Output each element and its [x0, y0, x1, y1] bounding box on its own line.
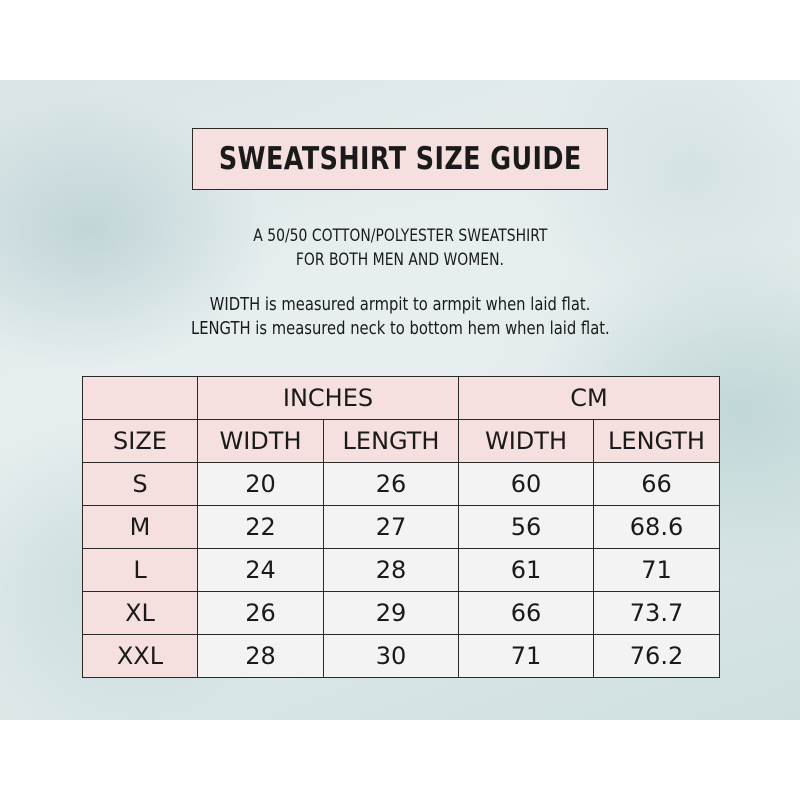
length-cm-cell: 76.2	[594, 635, 720, 678]
width-inches-header: WIDTH	[198, 420, 324, 463]
empty-corner-cell	[83, 377, 198, 420]
description-line-2-text: FOR BOTH MEN AND WOMEN.	[295, 250, 505, 270]
description-line-1	[0, 226, 800, 246]
table-row	[83, 506, 720, 549]
width-note	[0, 294, 800, 315]
width-cm-cell: 61	[459, 549, 594, 592]
size-cell: XL	[83, 592, 198, 635]
table-row	[83, 463, 720, 506]
page-title: SWEATSHIRT SIZE GUIDE	[218, 141, 582, 177]
length-inches-cell: 26	[324, 463, 459, 506]
length-inches-cell: 30	[324, 635, 459, 678]
width-inches-cell: 24	[198, 549, 324, 592]
size-cell: S	[83, 463, 198, 506]
length-cm-cell: 68.6	[594, 506, 720, 549]
column-header-row	[83, 420, 720, 463]
size-guide-graphic	[0, 80, 800, 720]
size-column-header: SIZE	[83, 420, 198, 463]
length-inches-header: LENGTH	[324, 420, 459, 463]
width-cm-cell: 66	[459, 592, 594, 635]
description-line-1-text: A 50/50 COTTON/POLYESTER SWEATSHIRT	[252, 226, 548, 246]
length-cm-header: LENGTH	[594, 420, 720, 463]
width-inches-cell: 26	[198, 592, 324, 635]
length-inches-cell: 29	[324, 592, 459, 635]
title-banner	[192, 128, 608, 190]
table-row	[83, 592, 720, 635]
width-inches-cell: 20	[198, 463, 324, 506]
length-cm-cell: 71	[594, 549, 720, 592]
width-note-text: WIDTH is measured armpit to armpit when laid flat.	[209, 294, 591, 315]
size-cell: M	[83, 506, 198, 549]
length-cm-cell: 73.7	[594, 592, 720, 635]
inches-group-header: INCHES	[198, 377, 459, 420]
width-cm-cell: 71	[459, 635, 594, 678]
length-note	[0, 318, 800, 339]
width-cm-cell: 56	[459, 506, 594, 549]
length-cm-cell: 66	[594, 463, 720, 506]
length-note-text: LENGTH is measured neck to bottom hem when laid flat.	[190, 318, 610, 339]
width-cm-cell: 60	[459, 463, 594, 506]
table-row	[83, 635, 720, 678]
description-line-2	[0, 250, 800, 270]
cm-group-header: CM	[459, 377, 720, 420]
size-table	[82, 376, 720, 678]
size-cell: XXL	[83, 635, 198, 678]
table-row	[83, 549, 720, 592]
width-inches-cell: 22	[198, 506, 324, 549]
length-inches-cell: 27	[324, 506, 459, 549]
width-cm-header: WIDTH	[459, 420, 594, 463]
size-cell: L	[83, 549, 198, 592]
length-inches-cell: 28	[324, 549, 459, 592]
width-inches-cell: 28	[198, 635, 324, 678]
group-header-row	[83, 377, 720, 420]
